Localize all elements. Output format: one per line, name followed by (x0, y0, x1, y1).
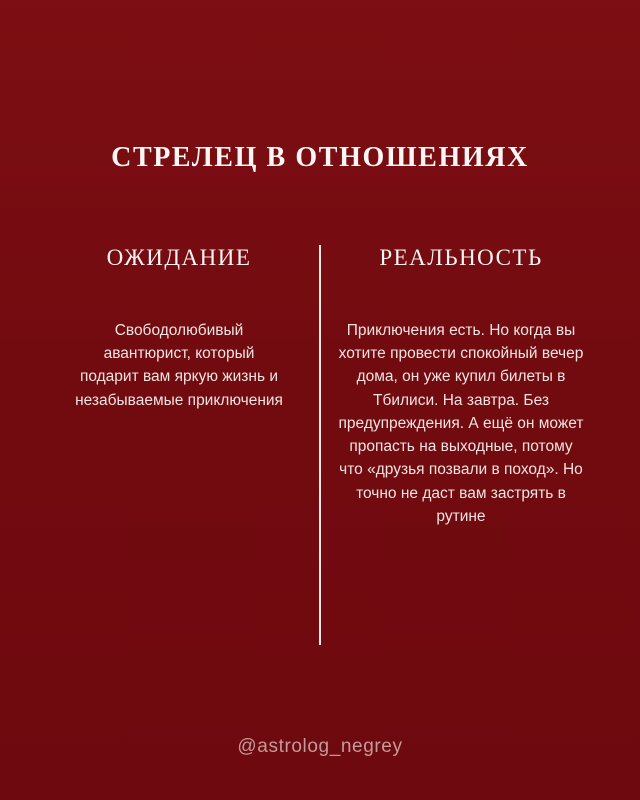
column-reality-heading: РЕАЛЬНОСТЬ (379, 244, 543, 270)
column-reality-body: Приключения есть. Но когда вы хотите провести спокойный вечер дома, он уже купил билеты в Тбилиси. На завтра. Без предупреждения. А ещё он может пропасть на выходные, потому что «друзья позвали в поход». Но точно не даст вам застрять в рутине (338, 321, 584, 525)
comparison-columns (0, 245, 640, 544)
column-divider (319, 245, 321, 645)
column-reality (320, 245, 602, 544)
column-expectation (38, 245, 320, 428)
column-expectation-heading: ОЖИДАНИЕ (106, 244, 252, 270)
account-handle: @astrolog_negrey (237, 736, 403, 757)
page-title: СТРЕЛЕЦ В ОТНОШЕНИЯХ (111, 142, 529, 173)
column-expectation-body: Свободолюбивый авантюрист, который подарит вам яркую жизнь и незабываемые приключения (75, 321, 283, 409)
